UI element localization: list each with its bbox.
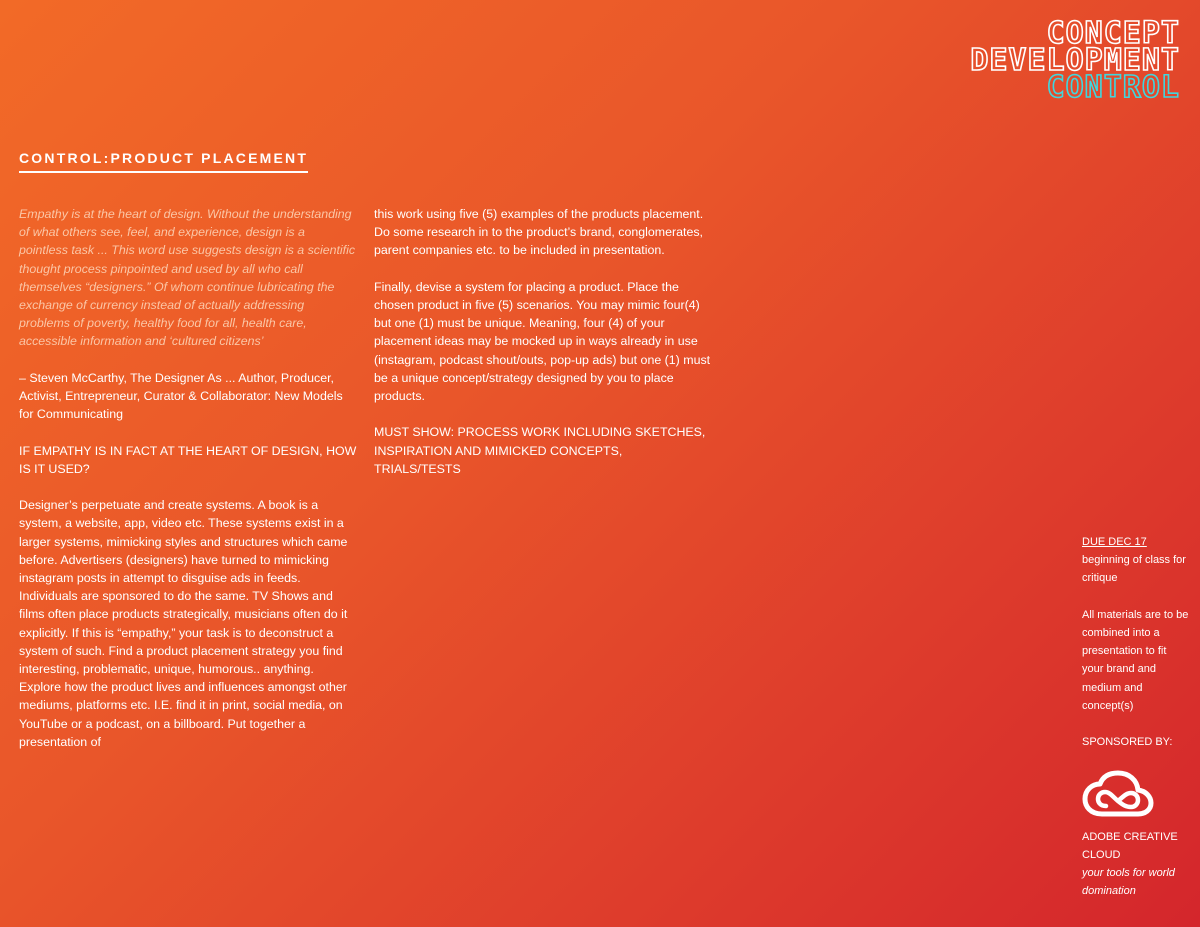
must-show-requirements: MUST SHOW: PROCESS WORK INCLUDING SKETCHES, INSPIRATION AND MIMICKED CONCEPTS, TRIALS/TESTS [374,425,706,476]
system-paragraph: Finally, devise a system for placing a product. Place the chosen product in five (5) scenarios. You may mimic four(4) but one (1) must be unique. Meaning, four (4) of your placement ideas may be mocked up in ways already in use (instagram, podcast shout/outs, pop-up ads) but one (1) must be a unique concept/strategy designed by you to place products. [374,279,711,404]
creative-cloud-icon [1082,770,1154,820]
column-middle [374,205,712,496]
sidebar-info [1082,533,1190,900]
page-title: CONTROL:PRODUCT PLACEMENT [19,150,308,173]
research-paragraph: this work using five (5) examples of the products placement. Do some research in to the product’s brand, conglomerates, parent companies etc. to be included in presentation. [374,207,704,258]
masthead-line-control: CONTROL [1046,70,1180,105]
sponsor-name: ADOBE CREATIVE CLOUD [1082,830,1178,861]
masthead-line-development: DEVELOPMENT [970,43,1180,78]
empathy-quote: Empathy is at the heart of design. Without the understanding of what others see, feel, and experience, design is a pointless task ... This word use suggests design is a scientific thought process pinpointed and used by all who call themselves “designers.” Of whom continue lubricating the exchange of currency instead of actually addressing problems of poverty, healthy food for all, health care, accessible information and ‘cultured citizens’ [19,207,356,349]
column-left [19,205,357,769]
empathy-question: IF EMPATHY IS IN FACT AT THE HEART OF DESIGN, HOW IS IT USED? [19,443,357,476]
masthead-line-concept: CONCEPT [1046,16,1180,51]
due-detail: beginning of class for critique [1082,554,1186,585]
sponsor-tagline: your tools for world domination [1082,867,1175,898]
due-date: DUE DEC 17 [1082,536,1147,548]
quote-attribution: – Steven McCarthy, The Designer As ... Author, Producer, Activist, Entrepreneur, Curator & Collaborator: New Models for Communicating [19,370,343,422]
materials-note: All materials are to be combined into a presentation to fit your brand and medium and concept(s) [1082,608,1189,712]
assignment-body: Designer’s perpetuate and create systems. A book is a system, a website, app, video etc. These systems exist in a larger systems, mimicking styles and structures which came before. Advertisers (designers) have turned to mimicking instagram posts in attempt to disguise ads in feeds. Individuals are sponsored to do the same. TV Shows and films often place products strategically, musicians often do it explicitly. If this is “empathy,” your task is to deconstruct a system of such. Find a product placement strategy you find interesting, problematic, unique, humorous.. anything. Explore how the product lives and influences amongst other mediums, platforms etc. I.E. find it in print, social media, on YouTube or a podcast, on a billboard. Put together a presentation of [19,498,348,749]
sponsored-label: SPONSORED BY: [1082,736,1173,749]
masthead-logo [970,16,1180,105]
